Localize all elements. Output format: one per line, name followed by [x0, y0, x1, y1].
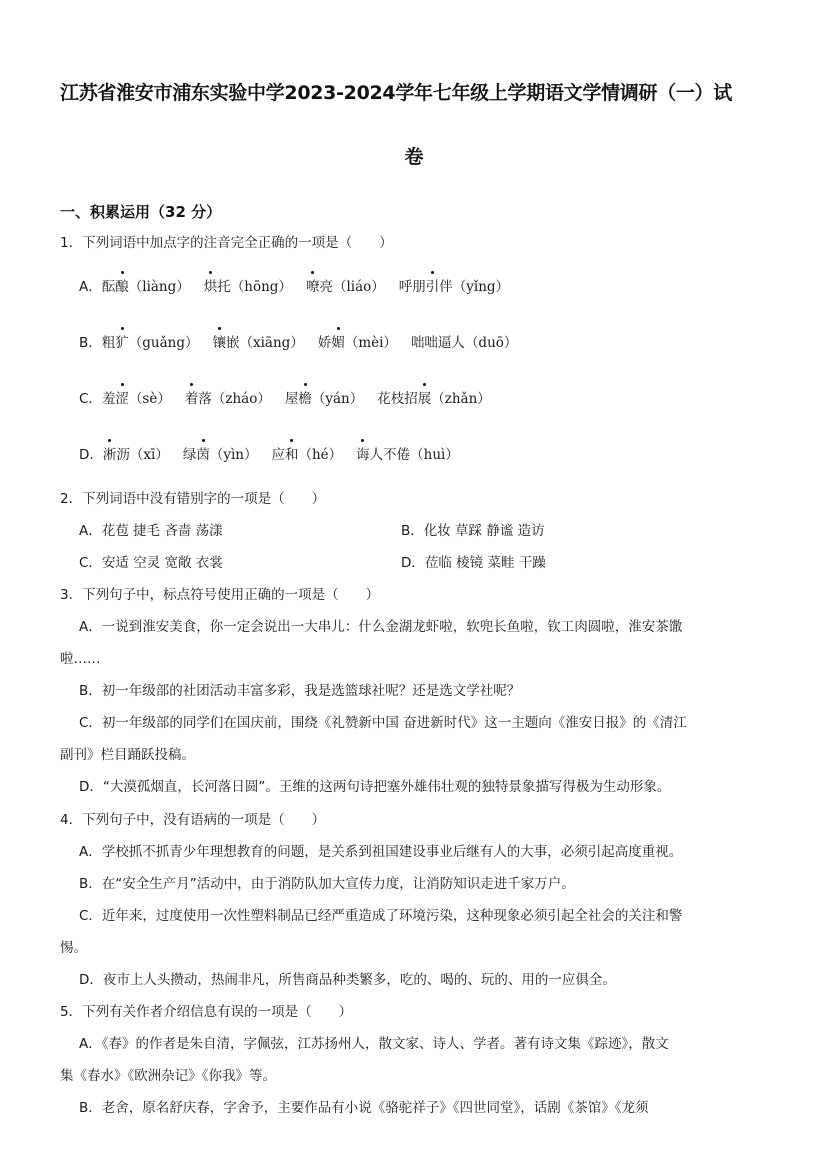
word-text: 咄咄逼人 [410, 335, 465, 351]
question-3-option-d: D．“大漠孤烟直，长河落日圆”。王维的这两句诗把塞外雄伟壮观的独特景象描写得极为生动形象。 [79, 779, 671, 795]
question-4-option-d: D．夜市上人头攒动，热闹非凡，所售商品种类繁多，吃的、喝的、玩的、用的一应俱全。 [79, 972, 616, 988]
pinyin: （mèi） [344, 335, 397, 351]
option-label: C． [79, 391, 102, 407]
word-text: 屋 [284, 391, 299, 407]
word-text: 绿 [182, 447, 197, 463]
pinyin: （liàng） [128, 279, 190, 295]
dotted-char: 展 [417, 391, 432, 407]
dotted-char: 媚 [331, 335, 345, 351]
question-3-stem: 3．下列句子中，标点符号使用正确的一项是（ ） [60, 587, 380, 603]
word-text: 嵌 [226, 335, 240, 351]
pinyin: （duō） [464, 335, 518, 351]
dotted-char: 嘹 [305, 279, 320, 295]
dotted-char: 烘 [203, 279, 218, 295]
dotted-char: 淅 [102, 447, 117, 463]
dotted-char: 涩 [115, 391, 129, 407]
question-5-stem: 5．下列有关作者介绍信息有误的一项是（ ） [60, 1004, 353, 1020]
dotted-char: 酿 [115, 279, 129, 295]
page-title: 江苏省淮安市浦东实验中学2023-2024学年七年级上学期语文学情调研（一）试 [60, 82, 732, 104]
question-2-stem: 2．下列词语中没有错别字的一项是（ ） [60, 491, 326, 507]
word-text: 亮 [319, 279, 333, 295]
dotted-char: 引 [425, 279, 440, 295]
question-4-option-b: B．在“安全生产月”活动中，由于消防队加大宣传力度，让消防知识走进千家万户。 [79, 876, 575, 892]
question-1-option-a [79, 278, 509, 296]
pinyin: （xī） [129, 447, 169, 463]
question-2-option-c: C．安适 空灵 宽敞 衣裳 [79, 555, 223, 571]
question-3-option-c: C．初一年级部的同学们在国庆前，围绕《礼赞新中国 奋进新时代》这一主题向《淮安日报》的《清江 [79, 715, 687, 731]
dotted-char: 着 [184, 391, 199, 407]
word-text: 托 [217, 279, 231, 295]
pinyin: （xiāng） [239, 335, 304, 351]
pinyin: （zháo） [211, 391, 271, 407]
word-text: 粗 [101, 335, 116, 351]
question-2-option-a: A．花苞 捷毛 吝啬 荡漾 [79, 523, 223, 539]
word-text: 娇 [317, 335, 332, 351]
word-text: 伴 [439, 279, 453, 295]
page-title-continued: 卷 [404, 146, 424, 168]
option-label: A． [79, 279, 102, 295]
question-2-option-d: D．莅临 棱镜 菜畦 干躁 [401, 555, 546, 571]
option-label: D． [79, 447, 103, 463]
question-1-option-c [79, 390, 491, 408]
word-text: 羞 [101, 391, 116, 407]
word-text: 应 [271, 447, 285, 463]
dotted-char: 茵 [196, 447, 210, 463]
question-5-option-b: B．老舍，原名舒庆春，字舍予，主要作品有小说《骆驼祥子》《四世同堂》，话剧《茶馆》《龙须 [79, 1100, 649, 1116]
word-text: 酝 [101, 279, 116, 295]
pinyin: （guǎng） [128, 335, 199, 351]
dotted-char: 犷 [115, 335, 129, 351]
pinyin: （zhǎn） [431, 391, 491, 407]
word-text: 落 [198, 391, 212, 407]
question-3-option-c-continued: 副刊》栏目踊跃投稿。 [60, 747, 195, 763]
pinyin: （yìn） [209, 447, 258, 463]
dotted-char: 诲 [356, 447, 370, 463]
pinyin: （sè） [128, 391, 171, 407]
section-heading: 一、积累运用（32 分） [60, 203, 222, 221]
question-4-option-c: C．近年来，过度使用一次性塑料制品已经严重造成了环境污染，这种现象必须引起全社会的关注和警 [79, 908, 683, 924]
pinyin: （liáo） [332, 279, 385, 295]
word-text: 呼朋 [398, 279, 426, 295]
question-3-option-a-continued: 啦…… [60, 651, 101, 667]
pinyin: （yǐng） [452, 279, 510, 295]
pinyin: （hōng） [230, 279, 292, 295]
question-4-stem: 4．下列句子中，没有语病的一项是（ ） [60, 812, 326, 828]
dotted-char: 檐 [298, 391, 312, 407]
dotted-char: 镶 [212, 335, 226, 351]
pinyin: （huì） [410, 447, 459, 463]
question-1-stem: 1．下列词语中加点字的注音完全正确的一项是（ ） [60, 235, 393, 251]
question-3-option-a: A．一说到淮安美食，你一定会说出一大串儿：什么金湖龙虾啦，软兜长鱼啦，钦工肉圆啦，淮安茶馓 [79, 619, 683, 635]
question-3-option-b: B．初一年级部的社团活动丰富多彩，我是选篮球社呢？还是选文学社呢？ [79, 683, 521, 699]
pinyin: （hé） [298, 447, 343, 463]
option-label: B． [79, 335, 102, 351]
pinyin: （yán） [311, 391, 364, 407]
question-4-option-a: A．学校抓不抓青少年理想教育的问题，是关系到祖国建设事业后继有人的大事，必须引起高度重视。 [79, 844, 683, 860]
question-5-option-a: A．《春》的作者是朱自清，字佩弦，江苏扬州人，散文家、诗人、学者。著有诗文集《踪迹》，散文 [79, 1036, 669, 1052]
dotted-char: 和 [284, 447, 299, 463]
question-1-option-b [79, 334, 517, 352]
word-text: 花枝招 [377, 391, 418, 407]
word-text: 沥 [116, 447, 130, 463]
word-text: 人不倦 [369, 447, 411, 463]
question-2-option-b: B．化妆 草踩 静谧 造访 [401, 523, 545, 539]
question-1-option-d [79, 446, 459, 464]
question-5-option-a-continued: 集《春水》《欧洲杂记》《你我》等。 [60, 1068, 276, 1084]
question-4-option-c-continued: 惕。 [60, 940, 87, 956]
